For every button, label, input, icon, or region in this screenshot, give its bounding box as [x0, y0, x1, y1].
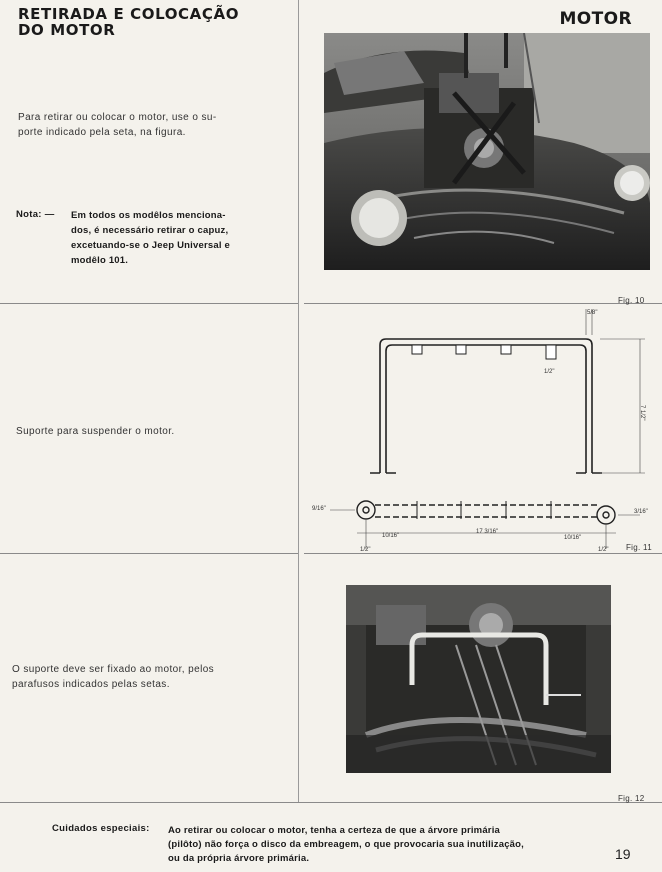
note-line-1: Em todos os modêlos menciona- — [71, 210, 226, 221]
column-divider — [298, 0, 299, 802]
dim-left-small: 9/16" — [312, 506, 326, 512]
special-care-text — [168, 824, 588, 866]
dim-height: 7 1/2" — [639, 405, 645, 421]
dim-top-right: 5/8" — [587, 310, 598, 316]
figure-10-photo — [324, 33, 650, 270]
figure-12-photo — [346, 585, 611, 773]
dim-left-offset: 10/16" — [382, 533, 400, 539]
dim-span: 17 3/16" — [476, 529, 499, 535]
figure-10-caption: Fig. 10 — [618, 296, 645, 305]
figure-11-caption: Fig. 11 — [626, 543, 652, 552]
car-engine-removal-illustration — [324, 33, 650, 270]
hook-row — [412, 345, 556, 359]
dim-right-bottom: 1/2" — [598, 547, 609, 553]
plan-hooks — [417, 501, 551, 519]
footer-divider — [0, 802, 662, 803]
engine-with-support-illustration — [346, 585, 611, 773]
section-divider-1-left — [0, 303, 298, 304]
attachment-line-1: O suporte deve ser fixado ao motor, pelos — [12, 664, 215, 675]
figure-12-caption: Fig. 12 — [618, 794, 645, 803]
attachment-instruction — [12, 662, 292, 692]
special-care-line-1: Ao retirar ou colocar o motor, tenha a certeza de que a árvore primária — [168, 825, 501, 836]
section-divider-1-right — [304, 303, 662, 304]
height-dimension — [586, 309, 645, 473]
figure-11-support-drawing — [300, 305, 662, 553]
footer-label: Cuidados especiais: — [52, 823, 150, 834]
note-line-2: dos, é necessário retirar o capuz, — [71, 225, 229, 236]
remove-engine-instruction — [18, 110, 288, 140]
support-bar-plan — [357, 501, 615, 524]
title-line-1: RETIRADA E COLOCAÇÃO — [18, 5, 240, 23]
support-description: Suporte para suspender o motor. — [16, 426, 175, 437]
special-care-line-2: (pilôto) não força o disco da embreagem, o que provocaria sua inutilização, — [168, 839, 525, 850]
section-divider-2-left — [0, 553, 298, 554]
attachment-line-2: parafusos indicados pelas setas. — [12, 679, 170, 690]
page-number: 19 — [615, 846, 631, 862]
section-title: MOTOR — [559, 9, 632, 29]
instruction-line-1: Para retirar ou colocar o motor, use o su- — [18, 112, 217, 123]
title-line-2: DO MOTOR — [18, 21, 116, 39]
note-line-3: excetuando-se o Jeep Universal e — [71, 240, 230, 251]
support-bar-elevation — [370, 339, 602, 473]
dim-right-small: 3/16" — [634, 509, 648, 515]
dim-hole: 1/2" — [544, 369, 555, 375]
note-line-4: modêlo 101. — [71, 255, 129, 266]
special-care-line-3: ou da própria árvore primária. — [168, 853, 310, 864]
section-divider-2-right — [304, 553, 662, 554]
note-text — [71, 208, 291, 268]
dim-right-offset: 10/16" — [564, 535, 582, 541]
instruction-line-2: porte indicado pela seta, na figura. — [18, 127, 186, 138]
page-title — [18, 6, 288, 38]
note-label: Nota: — — [16, 209, 55, 220]
dim-left-bottom: 1/2" — [360, 547, 371, 553]
